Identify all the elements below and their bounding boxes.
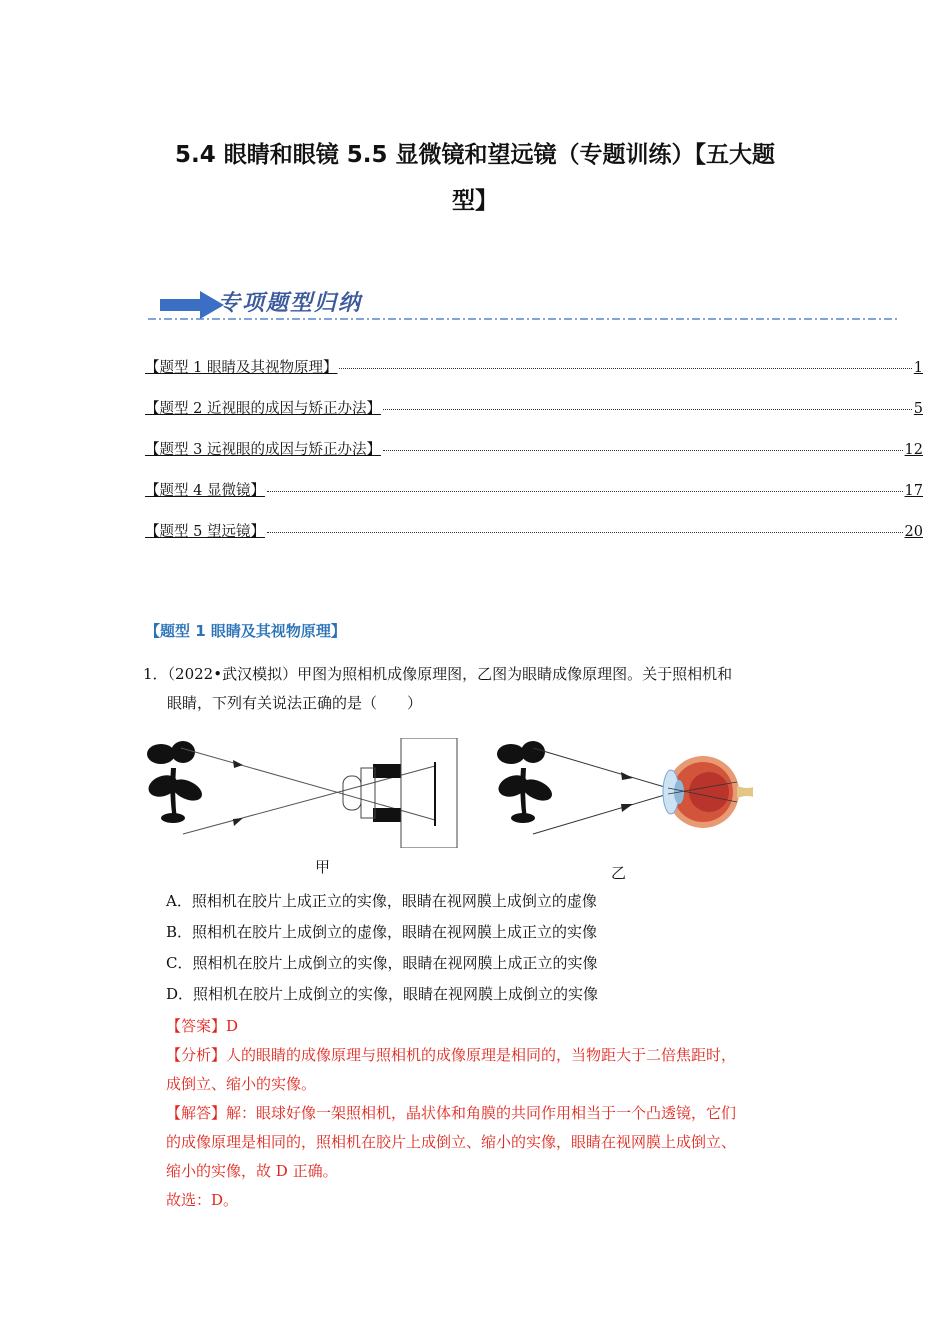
toc-item[interactable] bbox=[145, 479, 923, 520]
question-line-2: 眼睛，下列有关说法正确的是（ ） bbox=[167, 694, 423, 712]
toc-leader bbox=[383, 409, 912, 410]
toc-item-page[interactable]: 20 bbox=[904, 524, 923, 540]
eyeball-icon bbox=[663, 756, 753, 828]
toc-item-label[interactable]: 【题型 4 显微镜】 bbox=[145, 483, 265, 499]
option-a[interactable]: A．照相机在胶片上成正立的实像，眼睛在视网膜上成倒立的虚像 bbox=[166, 892, 597, 910]
toc-leader bbox=[339, 368, 911, 369]
plant-object-icon bbox=[495, 741, 555, 823]
toc-leader bbox=[383, 450, 903, 451]
toc-item[interactable] bbox=[145, 520, 923, 561]
camera-diagram bbox=[143, 738, 463, 848]
question-stem bbox=[143, 660, 823, 718]
section-banner bbox=[148, 286, 908, 326]
title-line-1: 5.4 眼睛和眼镜 5.5 显微镜和望远镜（专题训练）【五大题 bbox=[174, 142, 775, 168]
eye-diagram bbox=[493, 738, 753, 848]
solution-line-3: 缩小的实像，故 D 正确。 bbox=[166, 1162, 338, 1180]
toc-item[interactable] bbox=[145, 438, 923, 479]
page-title bbox=[140, 132, 810, 224]
toc-leader bbox=[267, 491, 903, 492]
title-line-2: 型】 bbox=[452, 188, 498, 214]
toc-item-label[interactable]: 【题型 3 远视眼的成因与矫正办法】 bbox=[145, 442, 381, 458]
solution-line-1: 【解答】解：眼球好像一架照相机，晶状体和角膜的共同作用相当于一个凸透镜，它们 bbox=[166, 1104, 737, 1122]
toc-item-label[interactable]: 【题型 1 眼睛及其视物原理】 bbox=[145, 360, 338, 376]
plant-object-icon bbox=[145, 741, 205, 823]
option-b[interactable]: B．照相机在胶片上成倒立的虚像，眼睛在视网膜上成正立的实像 bbox=[166, 923, 598, 941]
question-line-1: 1．（2022•武汉模拟）甲图为照相机成像原理图，乙图为眼睛成像原理图。关于照相机和 bbox=[143, 665, 733, 683]
toc-leader bbox=[267, 532, 903, 533]
toc-item-page[interactable]: 1 bbox=[913, 360, 923, 376]
answer-line: 【答案】D bbox=[166, 1017, 239, 1035]
table-of-contents bbox=[145, 356, 923, 561]
toc-item-label[interactable]: 【题型 2 近视眼的成因与矫正办法】 bbox=[145, 401, 381, 417]
answer-block bbox=[166, 1012, 816, 1215]
question-figures bbox=[143, 738, 763, 888]
toc-item-label[interactable]: 【题型 5 望远镜】 bbox=[145, 524, 265, 540]
toc-item[interactable] bbox=[145, 356, 923, 397]
banner-divider bbox=[148, 316, 908, 322]
option-d[interactable]: D．照相机在胶片上成倒立的实像，眼睛在视网膜上成倒立的实像 bbox=[166, 985, 599, 1003]
toc-item-page[interactable]: 17 bbox=[904, 483, 923, 499]
figure-label-right: 乙 bbox=[611, 864, 627, 882]
answer-options bbox=[166, 886, 598, 1010]
solution-line-2: 的成像原理是相同的，照相机在胶片上成倒立、缩小的实像，眼睛在视网膜上成倒立、 bbox=[166, 1133, 737, 1151]
toc-item-page[interactable]: 5 bbox=[913, 401, 923, 417]
toc-item-page[interactable]: 12 bbox=[904, 442, 923, 458]
analysis-line-1: 【分析】人的眼睛的成像原理与照相机的成像原理是相同的，当物距大于二倍焦距时， bbox=[166, 1046, 737, 1064]
choice-line: 故选：D。 bbox=[166, 1191, 239, 1209]
analysis-line-2: 成倒立、缩小的实像。 bbox=[166, 1075, 317, 1093]
section-heading: 【题型 1 眼睛及其视物原理】 bbox=[145, 622, 346, 640]
figure-label-left: 甲 bbox=[315, 858, 331, 876]
toc-item[interactable] bbox=[145, 397, 923, 438]
option-c[interactable]: C．照相机在胶片上成倒立的实像，眼睛在视网膜上成正立的实像 bbox=[166, 954, 598, 972]
banner-title: 专项题型归纳 bbox=[218, 291, 363, 316]
